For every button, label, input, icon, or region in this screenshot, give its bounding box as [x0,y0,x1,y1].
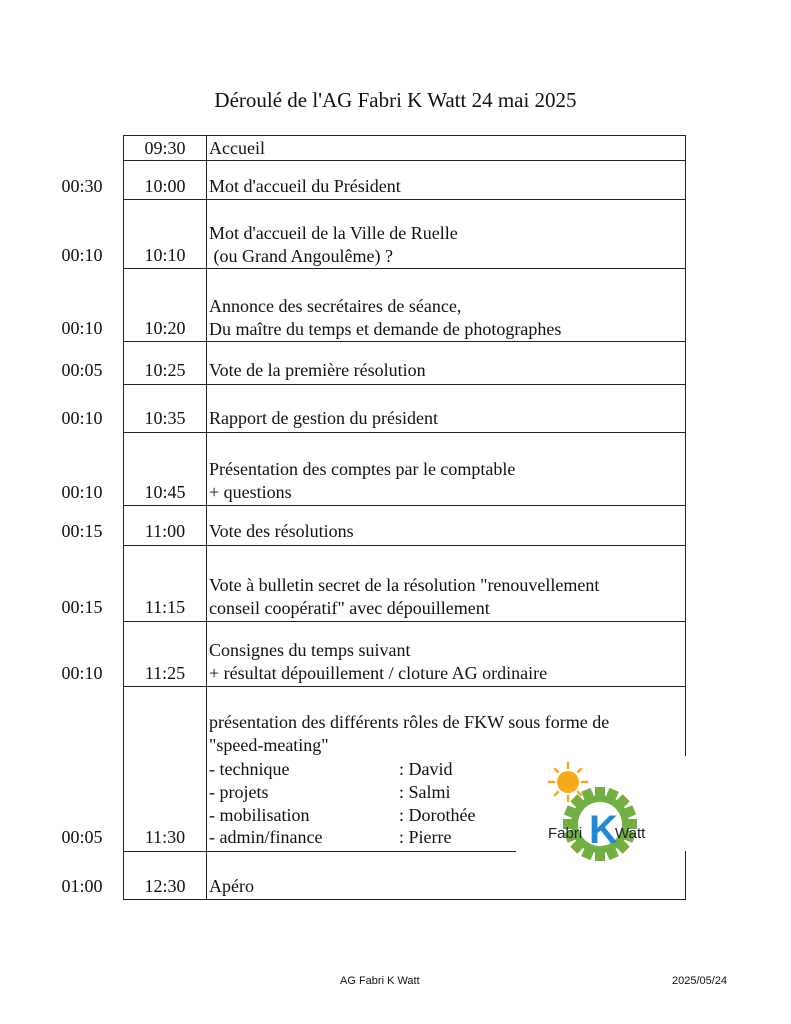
time-cell: 11:25 [144,663,186,683]
role-person: : Dorothée [399,805,476,825]
duration-cell: 00:10 [61,482,103,502]
activity-cell [209,875,254,898]
duration-cell: 00:15 [61,521,103,541]
duration-cell: 00:10 [61,663,103,683]
activity-cell [209,520,354,543]
time-cell: 11:15 [144,597,186,617]
row-line [123,899,686,900]
activity-cell [209,175,401,198]
time-cell: 10:35 [144,408,186,428]
activity-line: Vote de la première résolution [209,360,426,380]
activity-line: Mot d'accueil de la Ville de Ruelle [209,223,458,243]
activity-line: présentation des différents rôles de FKW sous forme de [209,712,610,732]
logo-text-right: Watt [615,825,646,842]
activity-line: + résultat dépouillement / cloture AG ordinaire [209,663,548,683]
activity-cell [209,137,265,160]
duration-cell: 00:10 [61,318,103,338]
row-line [123,160,686,161]
activity-line: conseil coopératif" avec dépouillement [209,598,490,618]
activity-cell [209,359,426,382]
activity-cell [209,639,547,685]
row-line [123,545,686,546]
activity-line: Annonce des secrétaires de séance, [209,296,462,316]
sun-icon [549,763,587,801]
role-person: : Pierre [399,827,452,847]
logo-text-left: Fabri [548,825,583,842]
activity-cell [209,295,561,341]
activity-cell [209,222,458,268]
duration-cell: 01:00 [61,876,103,896]
table-border-right [685,135,686,756]
footer-title: AG Fabri K Watt [340,975,420,987]
activity-line: + questions [209,482,292,502]
fabri-k-watt-logo [544,760,644,864]
time-cell: 11:30 [144,827,186,847]
role-name: - technique [209,759,290,779]
time-cell: 10:00 [144,176,186,196]
role-name: - projets [209,782,269,802]
duration-cell: 00:15 [61,597,103,617]
role-name: - admin/finance [209,827,323,847]
activity-line: (ou Grand Angoulême) ? [209,246,393,266]
time-cell: 10:10 [144,245,186,265]
activity-line: Apéro [209,876,254,896]
footer-date: 2025/05/24 [672,975,728,987]
row-line [123,268,686,269]
activity-line: Consignes du temps suivant [209,640,411,660]
activity-line: Vote des résolutions [209,521,354,541]
activity-line: Du maître du temps et demande de photographes [209,319,562,339]
activity-line: "speed-meating" [209,735,329,755]
time-cell: 10:45 [144,482,186,502]
activity-cell [209,574,599,620]
row-line [123,851,516,852]
duration-cell: 00:30 [61,176,103,196]
logo-text-k: K [589,808,618,852]
row-line [123,432,686,433]
activity-line: Présentation des comptes par le comptable [209,459,516,479]
role-person: : David [399,759,453,779]
table-border-right-lower [685,851,686,900]
role-person: : Salmi [399,782,451,802]
role-name: - mobilisation [209,805,310,825]
duration-cell: 00:05 [61,827,103,847]
row-line [123,505,686,506]
duration-cell: 00:05 [61,360,103,380]
time-cell: 11:00 [144,521,186,541]
row-line [123,384,686,385]
time-cell: 10:25 [144,360,186,380]
duration-cell: 00:10 [61,245,103,265]
activity-cell [209,458,515,504]
time-cell: 12:30 [144,876,186,896]
time-cell: 09:30 [144,138,186,158]
row-line [123,686,686,687]
activity-line: Accueil [209,138,265,158]
row-line [123,135,686,136]
document-title: Déroulé de l'AG Fabri K Watt 24 mai 2025 [214,88,577,112]
activity-line: Rapport de gestion du président [209,408,438,428]
activity-cell [209,711,609,757]
activity-cell [209,407,438,430]
row-line [123,341,686,342]
time-cell: 10:20 [144,318,186,338]
duration-cell: 00:10 [61,408,103,428]
table-column-divider [206,135,207,900]
row-line [123,199,686,200]
activity-line: Vote à bulletin secret de la résolution "renouvellement [209,575,600,595]
row-line [123,621,686,622]
activity-line: Mot d'accueil du Président [209,176,401,196]
